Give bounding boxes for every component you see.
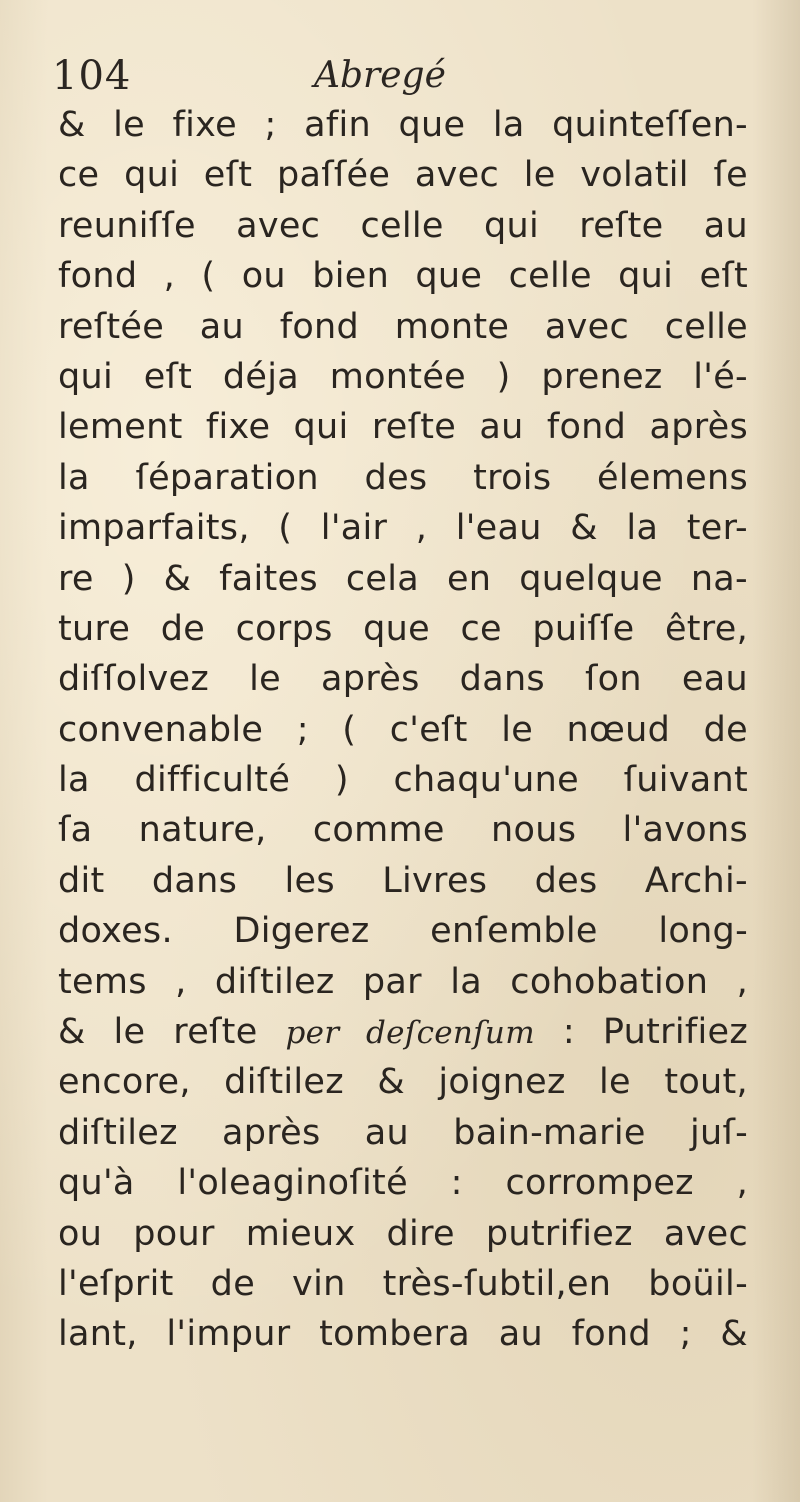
text-line-with-latin bbox=[58, 1007, 748, 1057]
text-line: re ) & faites cela en quelque na- bbox=[58, 558, 748, 599]
text-line: la difficulté ) chaqu'une ſuivant bbox=[58, 760, 748, 801]
text-line: ture de corps que ce puiſſe être, bbox=[58, 608, 748, 649]
text-line: convenable ; ( c'eſt le nœud de bbox=[58, 709, 748, 750]
text-line: reſtée au fond monte avec celle bbox=[58, 306, 748, 347]
text-line: encore, diſtilez & joignez le tout, bbox=[58, 1062, 748, 1103]
text-line: la ſéparation des trois élemens bbox=[58, 457, 748, 498]
page-header bbox=[52, 46, 752, 106]
text-line: ou pour mieux dire putrifiez avec bbox=[58, 1213, 748, 1254]
text-line: ſa nature, comme nous l'avons bbox=[58, 810, 748, 851]
text-line: diſſolvez le après dans ſon eau bbox=[58, 659, 748, 700]
text-line: qu'à l'oleaginoſité : corrompez , bbox=[58, 1163, 748, 1204]
text-segment: & le reſte bbox=[58, 1012, 286, 1053]
latin-phrase: per deſcenſum bbox=[285, 1015, 535, 1052]
text-line: qui eſt déja montée ) prenez l'é- bbox=[58, 356, 748, 397]
text-segment: : Putrifiez bbox=[534, 1012, 748, 1053]
text-line: lant, l'impur tombera au fond ; & bbox=[58, 1314, 748, 1355]
text-line: dit dans les Livres des Archi- bbox=[58, 860, 748, 901]
text-line: ce qui eſt paſſée avec le volatil ſe bbox=[58, 155, 748, 196]
text-line: diſtilez après au bain-marie juſ- bbox=[58, 1112, 748, 1153]
text-line: lement fixe qui reſte au fond après bbox=[58, 407, 748, 448]
text-line: reuniſſe avec celle qui reſte au bbox=[58, 205, 748, 246]
text-line: imparfaits, ( l'air , l'eau & la ter- bbox=[58, 508, 748, 549]
text-line: tems , diſtilez par la cohobation , bbox=[58, 961, 748, 1002]
text-line: l'eſprit de vin très-ſubtil,en boüil- bbox=[58, 1263, 748, 1304]
text-line: doxes. Digerez enſemble long- bbox=[58, 911, 748, 952]
page-number: 104 bbox=[52, 53, 132, 99]
text-line: & le fixe ; afin que la quinteſſen- bbox=[58, 105, 748, 145]
text-line: fond , ( ou bien que celle qui eſt bbox=[58, 256, 748, 297]
body-text bbox=[58, 100, 748, 1360]
running-head: Abregé bbox=[314, 55, 446, 96]
